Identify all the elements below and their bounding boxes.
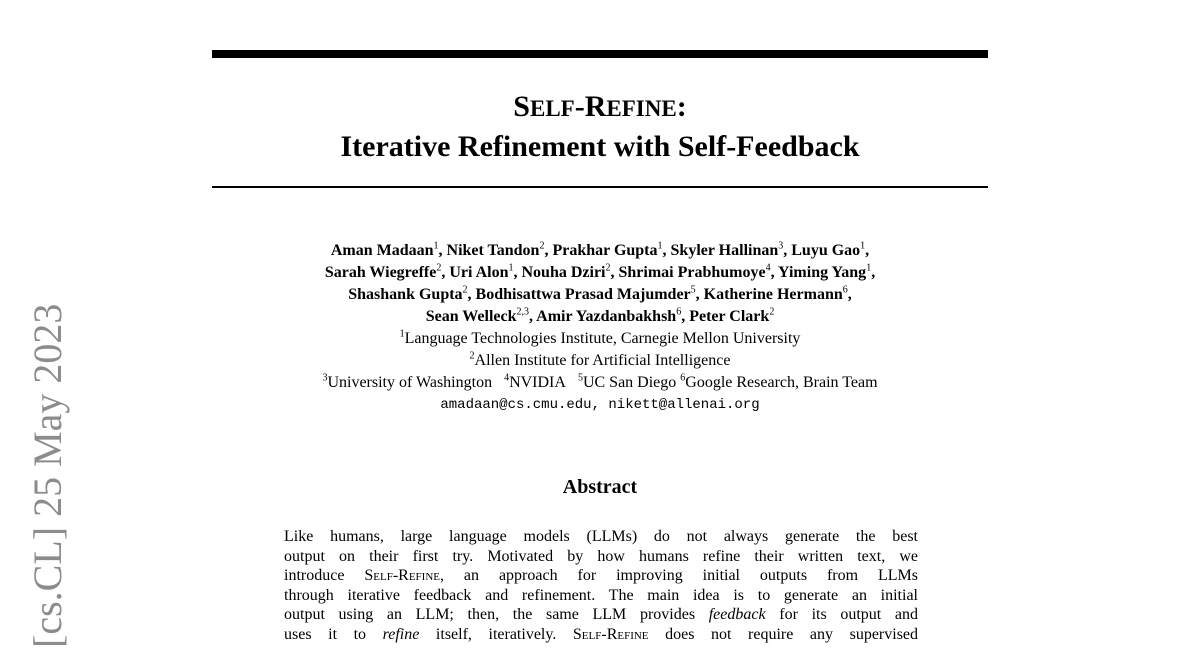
author-name: Sarah Wiegreffe	[324, 264, 437, 281]
title-bottom-rule	[212, 186, 988, 188]
abstract-line: introduce Self-Refine, an approach for improving initial outputs from LLMs	[284, 567, 919, 584]
abstract-body	[284, 527, 918, 644]
author-name: Shashank Gupta	[348, 286, 463, 303]
author-line-2: Sarah Wiegreffe$^2$, Uri Alon$^1$, Nouha Dziri$^2$, Shrimai Prabhumoye$^4$, Yiming Yang$^1$,	[324, 262, 876, 281]
author-block	[212, 240, 988, 416]
author-name: Aman Madaan	[330, 242, 434, 259]
paper-title	[212, 88, 988, 166]
abstract-line: output using an LLM; then, the same LLM provides feedback for its output and	[284, 606, 919, 623]
abstract-line: output on their first try. Motivated by how humans refine their written text, we	[284, 547, 918, 565]
author-name: Bodhisattwa Prasad Majumder	[475, 286, 691, 303]
arxiv-sidebar-identifier	[22, 300, 74, 648]
contact-emails: amadaan@cs.cmu.edu, nikett@allenai.org	[440, 397, 760, 413]
title-line-1: SELF-REFINE:	[513, 90, 687, 123]
arxiv-id-text: [cs.CL] 25 May 2023	[25, 303, 70, 648]
author-name: Yiming Yang	[778, 264, 867, 281]
abstract-line: Like humans, large language models (LLMs) do not always generate the best	[284, 528, 918, 545]
author-name: Katherine Hermann	[703, 286, 843, 303]
title-line-2: Iterative Refinement with Self-Feedback	[340, 130, 860, 163]
author-line-1: Aman Madaan$^1$, Niket Tandon$^2$, Prakhar Gupta$^1$, Skyler Hallinan$^3$, Luyu Gao$^1$,	[330, 240, 870, 259]
title-top-rule	[212, 50, 988, 58]
author-line-3: Shashank Gupta$^2$, Bodhisattwa Prasad Majumder$^5$, Katherine Hermann$^6$,	[348, 284, 852, 303]
author-name: Nouha Dziri	[521, 264, 606, 281]
abstract-line: uses it to refine itself, iteratively. Self-Refine does not require any supervised	[284, 625, 919, 643]
author-name: Shrimai Prabhumoye	[618, 264, 766, 281]
author-name: Amir Yazdanbakhsh	[536, 308, 677, 325]
affiliation-2: $^2$Allen Institute for Artificial Intelligence	[469, 350, 731, 369]
affiliation-3-6: $^3$University of Washington $^4$NVIDIA $^5$UC San Diego $^6$Google Research, Brain Team	[322, 372, 878, 391]
author-name: Sean Welleck	[425, 308, 517, 325]
affiliation-1: $^1$Language Technologies Institute, Carnegie Mellon University	[399, 328, 801, 347]
abstract-line: through iterative feedback and refinement. The main idea is to generate an initial	[284, 586, 918, 604]
abstract-heading: Abstract	[562, 476, 638, 498]
author-name: Niket Tandon	[446, 242, 540, 259]
author-name: Peter Clark	[689, 308, 770, 325]
author-name: Skyler Hallinan	[670, 242, 779, 259]
author-name: Luyu Gao	[791, 242, 861, 259]
author-name: Prakhar Gupta	[552, 242, 658, 259]
author-line-4: Sean Welleck$^{2,3}$, Amir Yazdanbakhsh$^6$, Peter Clark$^2$	[425, 306, 775, 325]
author-name: Uri Alon	[449, 264, 509, 281]
